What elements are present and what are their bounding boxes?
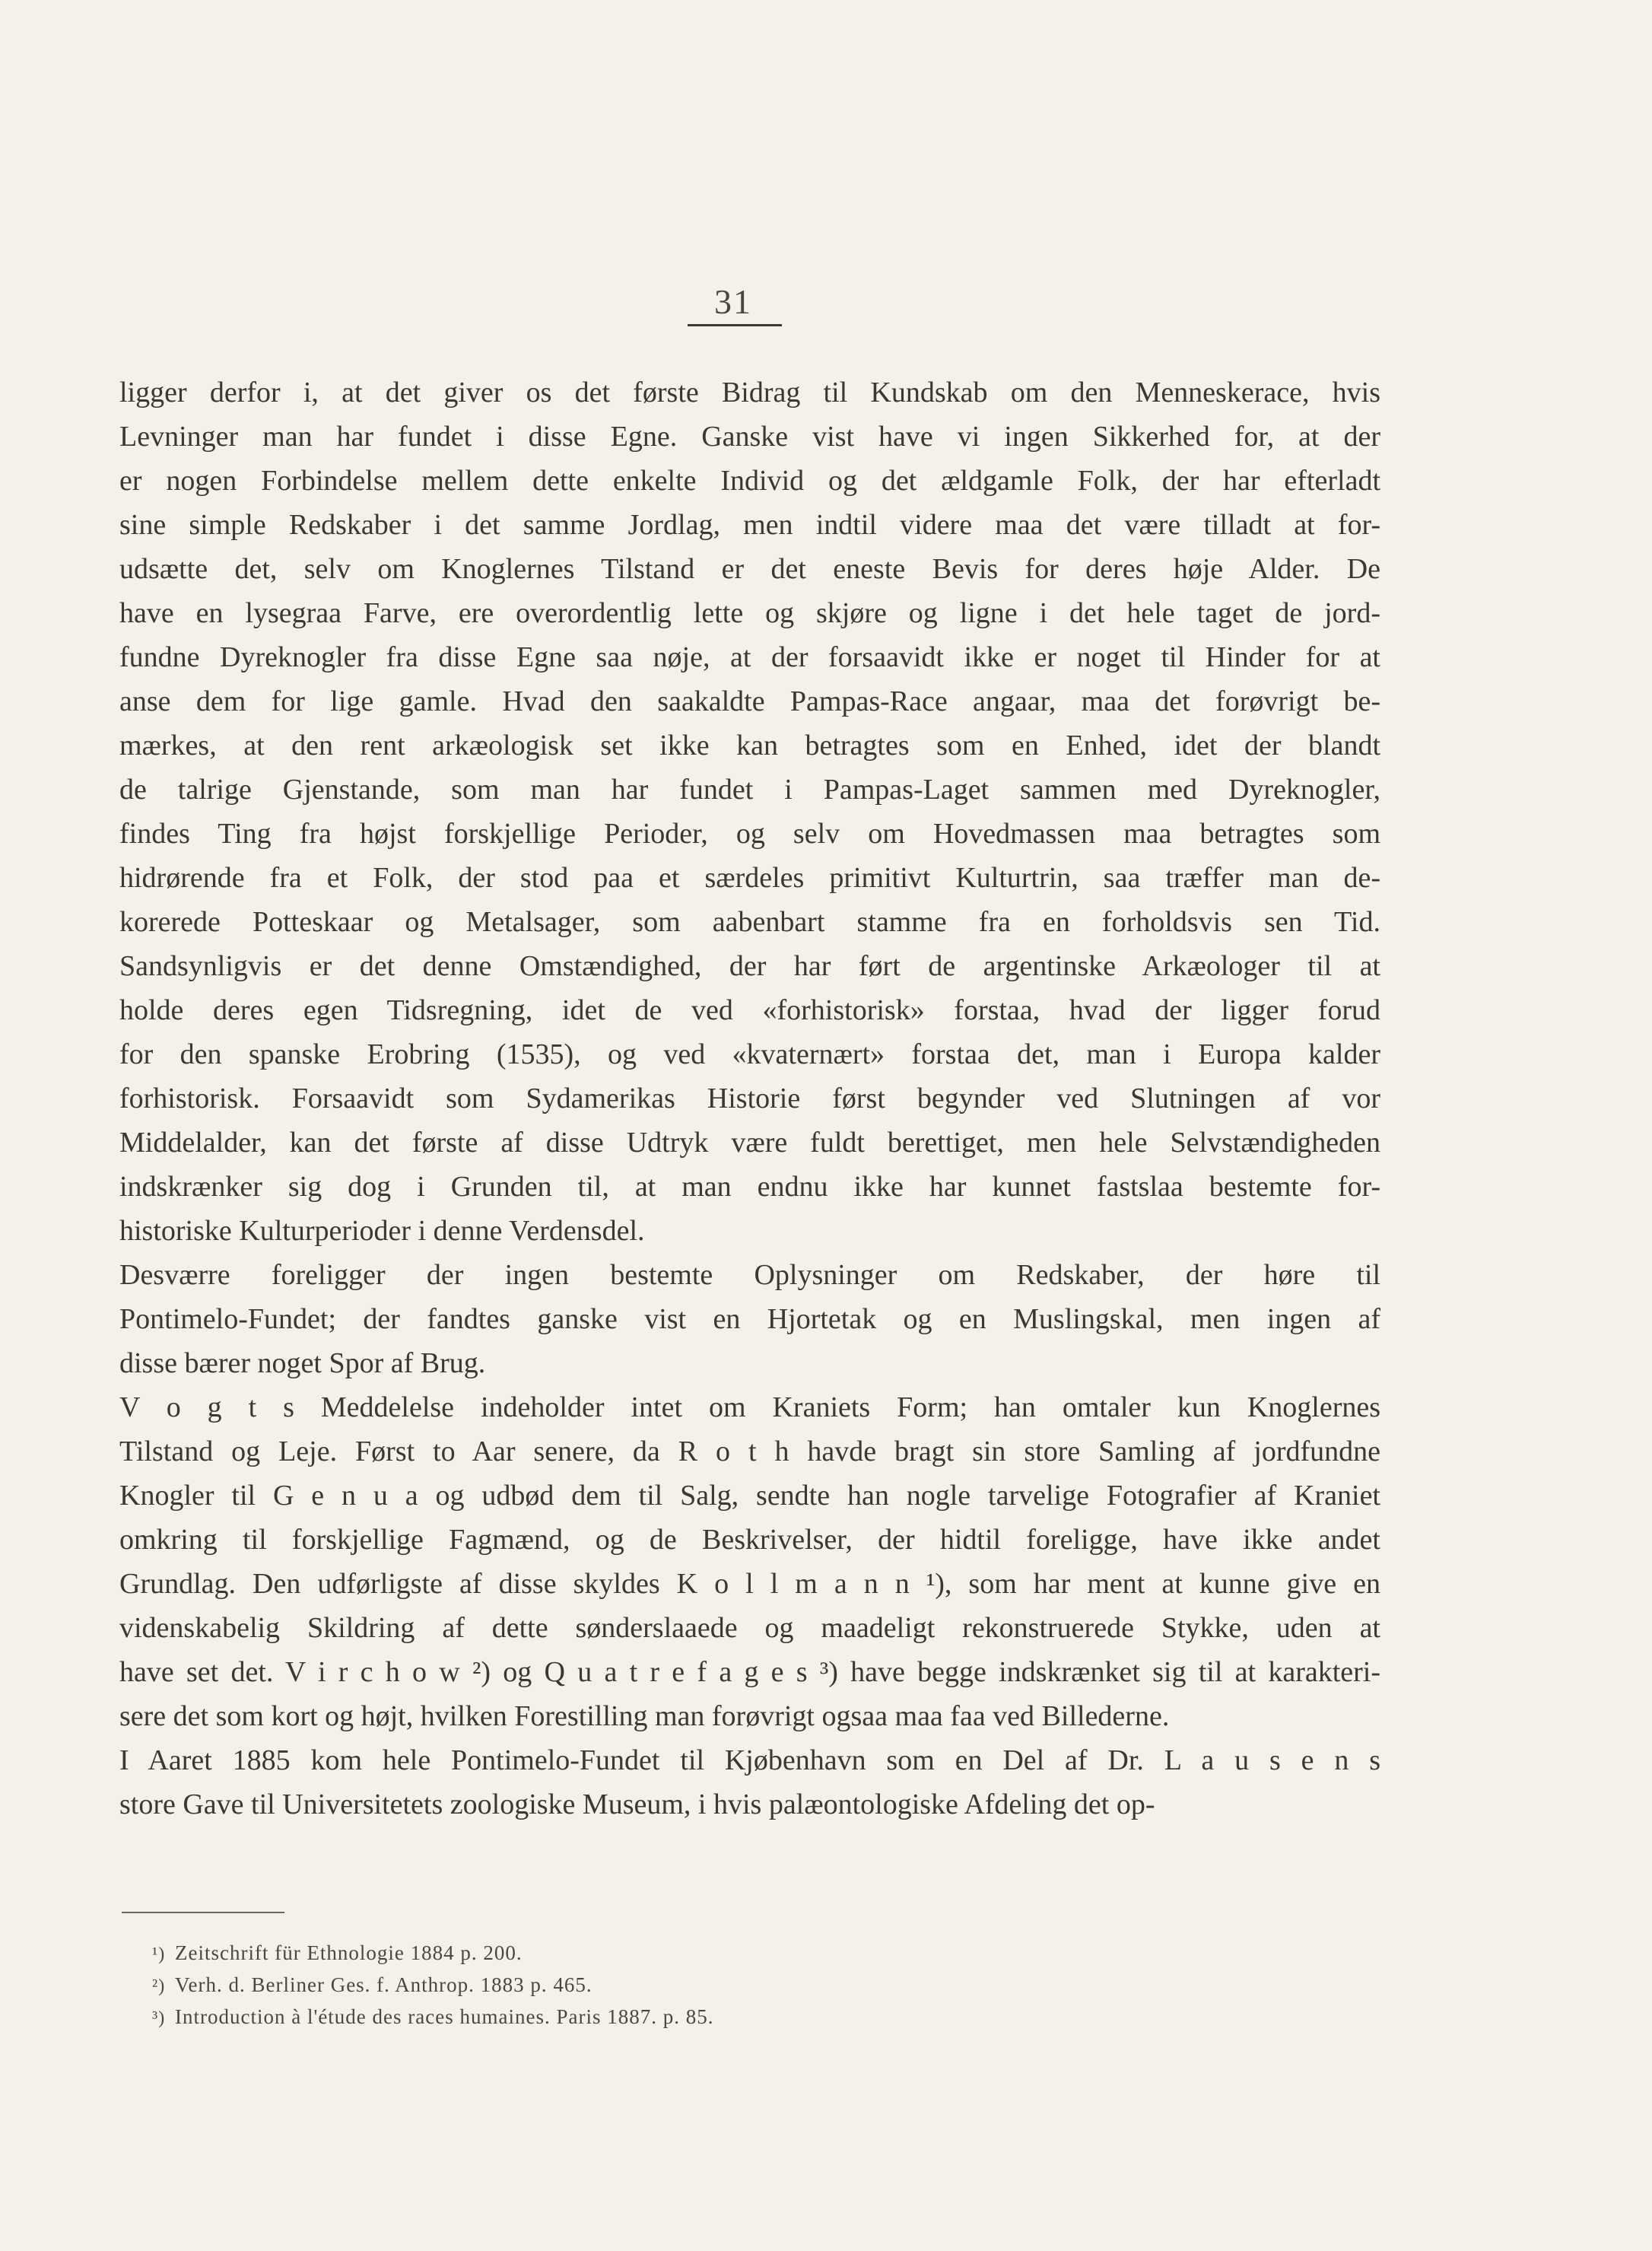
text-line: omkring til forskjellige Fagmænd, og de Beskrivelser, der hidtil foreligge, have ikke andet: [119, 1524, 1380, 1556]
text-line: udsætte det, selv om Knoglernes Tilstand er det eneste Bevis for deres høje Alder. De: [119, 553, 1380, 585]
footnotes: [152, 1937, 1217, 2033]
text-line: Pontimelo-Fundet; der fandtes ganske vist en Hjortetak og en Muslingskal, men ingen af: [119, 1303, 1380, 1335]
text-line: Knogler til G e n u a og udbød dem til Salg, sendte han nogle tarvelige Fotografier af Kraniet: [119, 1480, 1380, 1512]
footnote-text: Verh. d. Berliner Ges. f. Anthrop. 1883 p. 465.: [175, 1973, 592, 1996]
text-line: for den spanske Erobring (1535), og ved «kvaternært» forstaa det, man i Europa kalder: [119, 1038, 1380, 1070]
text-line: indskrænker sig dog i Grunden til, at man endnu ikke har kunnet fastslaa bestemte for-: [119, 1171, 1380, 1203]
text-line: mærkes, at den rent arkæologisk set ikke kan betragtes som en Enhed, idet der blandt: [119, 730, 1380, 761]
text-line: have set det. V i r c h o w ²) og Q u a t r e f a g e s ³) have begge indskrænket sig til at karakteri-: [119, 1656, 1380, 1688]
text-line: er nogen Forbindelse mellem dette enkelte Individ og det ældgamle Folk, der har efterladt: [119, 465, 1380, 497]
text-line: disse bærer noget Spor af Brug.: [119, 1347, 486, 1379]
text-line: Levninger man har fundet i disse Egne. Ganske vist have vi ingen Sikkerhed for, at der: [119, 421, 1380, 453]
text-line: korerede Potteskaar og Metalsager, som aabenbart stamme fra en forholdsvis sen Tid.: [119, 906, 1380, 938]
text-line: findes Ting fra højst forskjellige Perioder, og selv om Hovedmassen maa betragtes som: [119, 818, 1380, 850]
footnote: [152, 1937, 1217, 1969]
page-number: 31: [714, 282, 752, 321]
text-line: Tilstand og Leje. Først to Aar senere, da R o t h havde bragt sin store Samling af jordfundne: [119, 1435, 1380, 1467]
text-line: hidrørende fra et Folk, der stod paa et særdeles primitivt Kulturtrin, saa træffer man de-: [119, 862, 1380, 894]
body-text: [119, 370, 1380, 1827]
text-line: anse dem for lige gamle. Hvad den saakaldte Pampas-Race angaar, maa det forøvrigt be-: [119, 685, 1380, 717]
text-line: Grundlag. Den udførligste af disse skyldes K o l l m a n n ¹), som har ment at kunne give en: [119, 1568, 1380, 1600]
text-line: Sandsynligvis er det denne Omstændighed, der har ført de argentinske Arkæologer til at: [119, 950, 1380, 982]
footnote-text: Zeitschrift für Ethnologie 1884 p. 200.: [175, 1941, 523, 1964]
footnote-mark: ²): [152, 1976, 166, 1996]
text-line: forhistorisk. Forsaavidt som Sydamerikas Historie først begynder ved Slutningen af vor: [119, 1083, 1380, 1114]
text-line: Middelalder, kan det første af disse Udtryk være fuldt berettiget, men hele Selvstændigheden: [119, 1127, 1380, 1159]
footnote: [152, 1969, 1217, 2001]
text-line: de talrige Gjenstande, som man har fundet i Pampas-Laget sammen med Dyreknogler,: [119, 774, 1380, 806]
text-line: sine simple Redskaber i det samme Jordlag, men indtil videre maa det være tilladt at for-: [119, 509, 1380, 541]
text-line: ligger derfor i, at det giver os det første Bidrag til Kundskab om den Menneskerace, hvis: [119, 377, 1380, 409]
text-line: sere det som kort og højt, hvilken Forestilling man forøvrigt ogsaa maa faa ved Billederne.: [119, 1700, 1170, 1732]
page-number-rule: [688, 324, 782, 326]
text-line: historiske Kulturperioder i denne Verdensdel.: [119, 1215, 645, 1247]
footnote: [152, 2001, 1217, 2033]
text-line: holde deres egen Tidsregning, idet de ved «forhistorisk» forstaa, hvad der ligger forud: [119, 994, 1380, 1026]
footnote-rule: [122, 1912, 284, 1913]
text-line: videnskabelig Skildring af dette sønderslaaede og maadeligt rekonstruerede Stykke, uden at: [119, 1612, 1380, 1644]
footnote-mark: ³): [152, 2008, 166, 2028]
footnote-text: Introduction à l'étude des races humaines. Paris 1887. p. 85.: [175, 2005, 714, 2028]
text-line: I Aaret 1885 kom hele Pontimelo-Fundet til Kjøbenhavn som en Del af Dr. L a u s e n s: [119, 1744, 1380, 1776]
text-line: fundne Dyreknogler fra disse Egne saa nøje, at der forsaavidt ikke er noget til Hinder for at: [119, 641, 1380, 673]
text-line: have en lysegraa Farve, ere overordentlig lette og skjøre og ligne i det hele taget de jord-: [119, 597, 1380, 629]
text-line: Desværre foreligger der ingen bestemte Oplysninger om Redskaber, der høre til: [119, 1259, 1380, 1291]
text-line: store Gave til Universitetets zoologiske Museum, i hvis palæontologiske Afdeling det op-: [119, 1788, 1155, 1820]
footnote-mark: ¹): [152, 1944, 166, 1964]
text-line: V o g t s Meddelelse indeholder intet om Kraniets Form; han omtaler kun Knoglernes: [119, 1391, 1380, 1423]
